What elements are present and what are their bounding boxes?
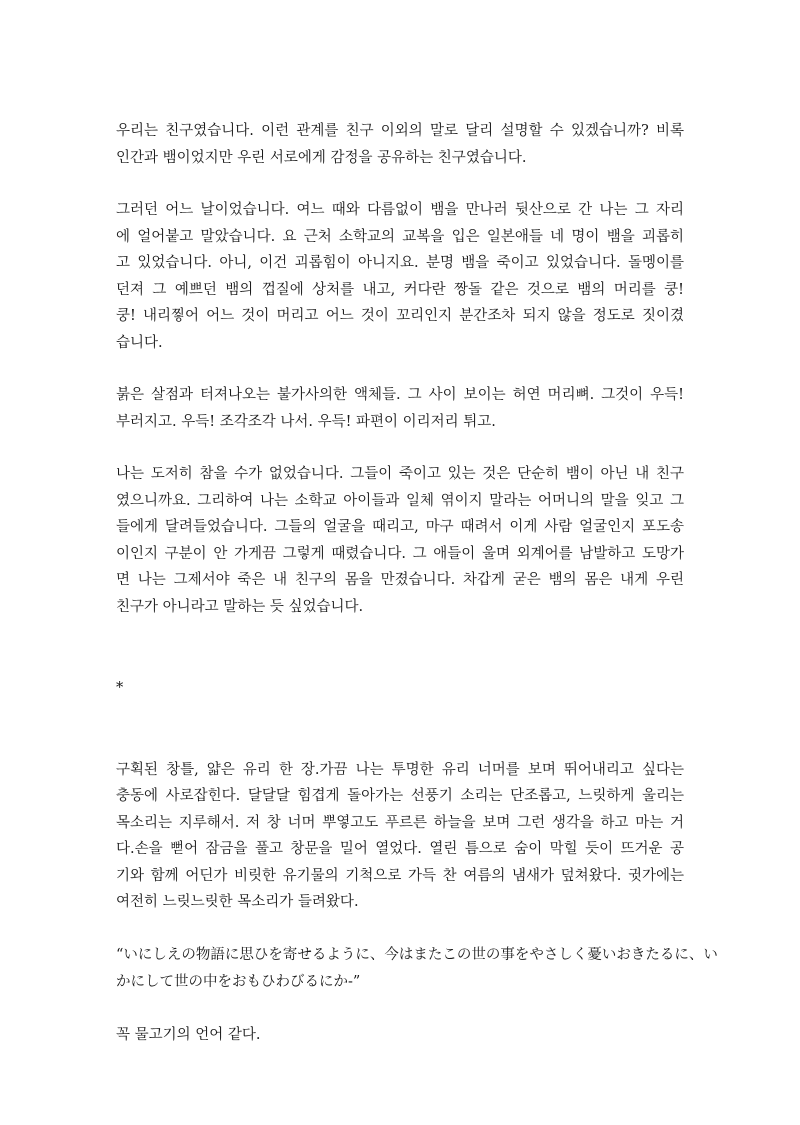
paragraph-line: 면 나는 그제서야 죽은 내 친구의 몸을 만졌습니다. 차갑게 굳은 뱀의 몸은 내게 우린	[116, 572, 684, 588]
japanese-quote	[116, 942, 718, 996]
paragraph-line: 붉은 살점과 터져나오는 불가사의한 액체들. 그 사이 보이는 허연 머리뼈. 그것이 우득!	[116, 387, 684, 403]
paragraph-line: 여전히 느릿느릿한 목소리가 들려왔다.	[116, 894, 359, 910]
paragraph-line: 다.손을 뻗어 잠금을 풀고 창문을 밀어 열었다. 열린 틈으로 숨이 막힐 듯이 뜨거운 공	[116, 841, 684, 857]
paragraph-line: 구획된 창틀, 얇은 유리 한 장.가끔 나는 투명한 유리 너머를 보며 뛰어내리고 싶다는	[116, 761, 684, 778]
section-gap	[116, 620, 684, 675]
paragraph-gap	[116, 171, 684, 197]
paragraph-line: 우리는 친구였습니다. 이런 관계를 친구 이외의 말로 달리 설명할 수 있겠습니까? 비록	[116, 123, 684, 139]
paragraph-5	[116, 757, 684, 916]
paragraph-line: 그러던 어느 날이었습니다. 여느 때와 다름없이 뱀을 만나러 뒷산으로 간 나는 그 자리	[116, 202, 684, 218]
paragraph-line: 부러지고. 우득! 조각조각 나서. 우득! 파편이 이리저리 튀고.	[116, 413, 496, 430]
paragraph-line: 꼭 물고기의 언어 같다.	[116, 1026, 261, 1043]
section-break: *	[116, 680, 124, 696]
paragraph-4	[116, 461, 684, 620]
paragraph-line: 나는 도저히 참을 수가 없었습니다. 그들이 죽이고 있는 것은 단순히 뱀이 아닌 내 친구	[116, 466, 684, 482]
paragraph-line: 기와 함께 어딘가 비릿한 유기물의 기척으로 가득 찬 여름의 냄새가 덮쳐왔다. 귓가에는	[116, 867, 684, 884]
paragraph-2	[116, 197, 684, 356]
paragraph-line: 이인지 구분이 안 가게끔 그렇게 때렸습니다. 그 애들이 울며 외계어를 남발하고 도망가	[116, 545, 684, 562]
paragraph-line: 들에게 달려들었습니다. 그들의 얼굴을 때리고, 마구 때려서 이게 사람 얼굴인지 포도송	[116, 519, 684, 535]
paragraph-line: 목소리는 지루해서. 저 창 너머 뿌옇고도 푸르른 하늘을 보며 그런 생각을 하고 마는 거	[116, 814, 684, 831]
paragraph-line: 인간과 뱀이었지만 우린 서로에게 감정을 공유하는 친구였습니다.	[116, 149, 527, 166]
document-body	[116, 118, 718, 1048]
paragraph-gap	[116, 356, 684, 382]
paragraph-line: 습니다.	[116, 334, 163, 351]
paragraph-line: 충동에 사로잡힌다. 달달달 힘겹게 돌아가는 선풍기 소리는 단조롭고, 느릿하게 울리는	[116, 788, 684, 804]
paragraph-3	[116, 382, 684, 435]
quote-line: “いにしえの物語に思ひを寄せるように、今はまたこの世の事をやさしく憂いおきたるに、い	[116, 946, 718, 963]
paragraph-line: 고 있었습니다. 아니, 이건 괴롭힘이 아니지요. 분명 뱀을 죽이고 있었습니다. 돌멩이를	[116, 255, 684, 271]
paragraph-line: 친구가 아니라고 말하는 듯 싶었습니다.	[116, 598, 364, 615]
paragraph-gap	[116, 916, 684, 942]
paragraph-line: 던져 그 예쁘던 뱀의 껍질에 상처를 내고, 커다란 짱돌 같은 것으로 뱀의 머리를 쿵!	[116, 281, 684, 298]
section-gap	[116, 702, 684, 757]
quote-line: かにして世の中をおもひわびるにか-”	[116, 973, 361, 990]
paragraph-gap	[116, 435, 684, 461]
paragraph-1	[116, 118, 684, 171]
paragraph-line: 쿵! 내리찧어 어느 것이 머리고 어느 것이 꼬리인지 분간조차 되지 않을 정도로 짓이겼	[116, 308, 684, 324]
closing-line	[116, 1022, 684, 1049]
paragraph-gap	[116, 996, 684, 1022]
paragraph-line: 에 얼어붙고 말았습니다. 요 근처 소학교의 교복을 입은 일본애들 네 명이 뱀을 괴롭히	[116, 228, 684, 245]
paragraph-line: 였으니까요. 그리하여 나는 소학교 아이들과 일체 엮이지 말라는 어머니의 말을 잊고 그	[116, 492, 684, 509]
